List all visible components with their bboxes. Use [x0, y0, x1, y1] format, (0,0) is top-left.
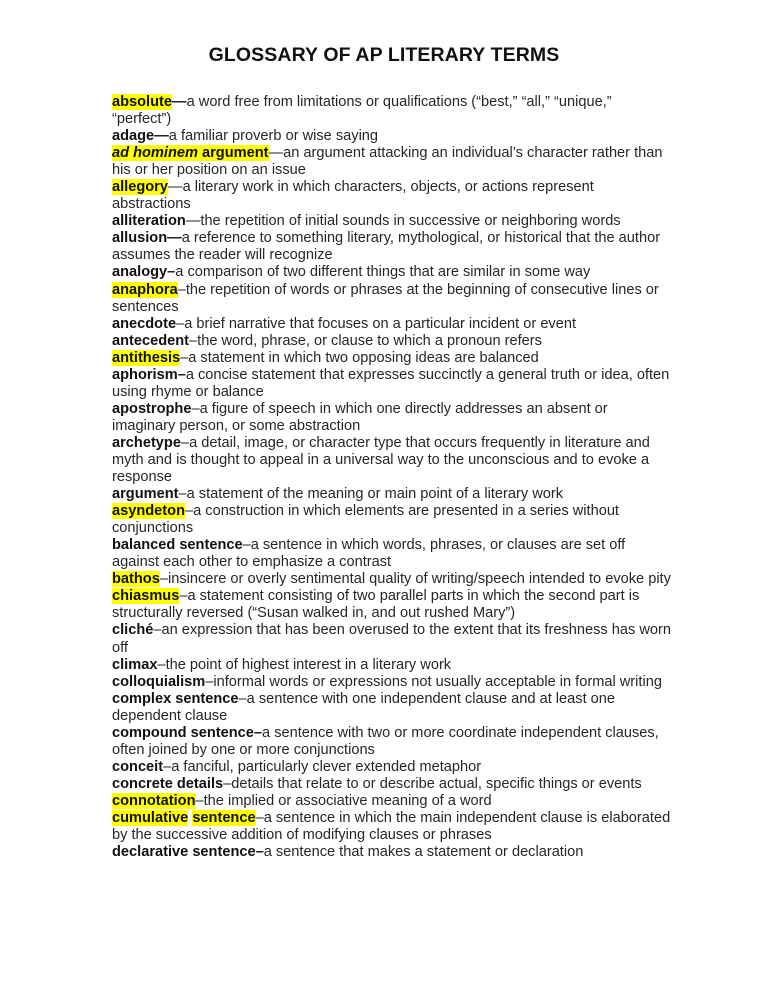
term: bathos	[112, 571, 160, 588]
dash: —	[268, 145, 284, 162]
entry-allusion	[112, 230, 672, 264]
term	[112, 145, 269, 161]
entry-bathos	[112, 571, 672, 588]
term: antecedent	[112, 332, 190, 349]
term: declarative sentence	[112, 844, 256, 861]
term: alliteration	[112, 213, 186, 230]
definition: a statement consisting of two parallel parts in which the second part is structurally reversed (“Susan walked in, and out rushed Mary”)	[112, 588, 640, 622]
term: adage	[112, 128, 155, 145]
term: allegory	[112, 179, 168, 196]
term: anaphora	[112, 281, 178, 298]
entry-declarative-sentence	[112, 844, 672, 861]
entry-cumulative-sentence	[112, 810, 672, 844]
glossary-list	[112, 94, 672, 861]
definition: the implied or associative meaning of a word	[203, 792, 492, 809]
entry-adage	[112, 128, 672, 145]
entry-colloquialism	[112, 674, 672, 691]
term: conceit	[112, 758, 164, 775]
definition: a sentence in which words, phrases, or clauses are set off against each other to emphasize a contrast	[112, 537, 626, 571]
definition: a statement in which two opposing ideas are balanced	[188, 349, 539, 366]
entry-archetype	[112, 435, 672, 486]
entry-climax	[112, 657, 672, 674]
entry-anaphora	[112, 282, 672, 316]
definition: an argument attacking an individual’s character rather than his or her position on an issue	[112, 145, 663, 179]
dash: –	[253, 724, 263, 741]
definition: a comparison of two different things that are similar in some way	[175, 264, 591, 281]
dash: –	[177, 281, 186, 298]
definition: informal words or expressions not usually acceptable in formal writing	[213, 673, 662, 690]
entry-cliche	[112, 622, 672, 656]
dash: –	[179, 588, 188, 605]
entry-complex-sentence	[112, 691, 672, 725]
entry-antithesis	[112, 350, 672, 367]
entry-concrete-details	[112, 776, 672, 793]
entry-absolute	[112, 94, 672, 128]
definition: a detail, image, or character type that occurs frequently in literature and myth and is thought to appeal in a universal way to the unconscious and to evoke a response	[112, 434, 650, 486]
term: absolute	[112, 94, 173, 110]
page-title: GLOSSARY OF AP LITERARY TERMS	[208, 44, 560, 66]
dash: –	[195, 792, 204, 809]
term: climax	[112, 656, 158, 673]
definition: the repetition of words or phrases at the beginning of consecutive lines or sentences	[112, 281, 659, 315]
dash: –	[180, 434, 190, 451]
entry-anecdote	[112, 316, 672, 333]
dash: –	[184, 503, 194, 520]
definition: details that relate to or describe actual, specific things or events	[231, 775, 642, 792]
term: colloquialism	[112, 673, 206, 690]
dash: —	[185, 213, 201, 230]
dash: –	[178, 486, 187, 503]
term: cliché	[112, 622, 154, 639]
definition: the point of highest interest in a literary work	[165, 656, 452, 673]
entry-alliteration	[112, 213, 672, 230]
dash: –	[238, 690, 247, 707]
definition: a familiar proverb or wise saying	[168, 128, 379, 145]
term: allusion	[112, 230, 168, 247]
term: aphorism	[112, 366, 178, 383]
dash: –	[191, 400, 200, 417]
entry-aphorism	[112, 367, 672, 401]
definition: a concise statement that expresses succinctly a general truth or idea, often using rhyme or balance	[112, 366, 670, 400]
term: apostrophe	[112, 400, 192, 417]
definition: the repetition of initial sounds in successive or neighboring words	[200, 213, 621, 230]
term: argument	[112, 486, 179, 503]
dash: –	[223, 775, 232, 792]
definition: a figure of speech in which one directly addresses an absent or imaginary person, or some abstraction	[112, 400, 608, 434]
definition: insincere or overly sentimental quality of writing/speech intended to evoke pity	[167, 571, 671, 588]
dash: —	[172, 94, 187, 110]
entry-conceit	[112, 759, 672, 776]
entry-chiasmus	[112, 588, 672, 622]
term-part1: cumulative	[112, 809, 189, 826]
dash: –	[167, 264, 176, 281]
definition: a word free from limitations or qualifications (“best,” “all,” “unique,” “perfect”)	[112, 94, 612, 128]
dash: –	[180, 349, 189, 366]
term: archetype	[112, 434, 181, 451]
definition: the word, phrase, or clause to which a pronoun refers	[197, 332, 542, 349]
entry-antecedent	[112, 333, 672, 350]
dash: –	[255, 809, 264, 826]
definition: a sentence in which the main independent clause is elaborated by the successive addition of modifying clauses or phrases	[112, 809, 671, 844]
entry-analogy	[112, 264, 672, 281]
dash: –	[159, 571, 168, 588]
entry-balanced-sentence	[112, 537, 672, 571]
dash: –	[205, 673, 214, 690]
entry-compound-sentence	[112, 725, 672, 759]
term: chiasmus	[112, 588, 180, 605]
term: analogy	[112, 264, 168, 281]
definition: a statement of the meaning or main point of a literary work	[186, 486, 564, 503]
entry-connotation	[112, 793, 672, 810]
term: compound sentence	[112, 724, 254, 741]
dash: –	[176, 315, 185, 332]
dash: —	[154, 128, 169, 145]
term: connotation	[112, 792, 196, 809]
dash: –	[242, 537, 251, 554]
entry-allegory	[112, 179, 672, 213]
term-rest: argument	[197, 145, 269, 162]
dash: —	[167, 179, 183, 196]
dash: –	[163, 758, 172, 775]
definition: a sentence that makes a statement or declaration	[263, 844, 584, 861]
entry-asyndeton	[112, 503, 672, 537]
term: concrete details	[112, 775, 224, 792]
definition: a construction in which elements are presented in a series without conjunctions	[112, 503, 619, 537]
entry-argument	[112, 486, 672, 503]
entry-ad-hominem-argument	[112, 145, 672, 179]
term: balanced sentence	[112, 537, 243, 554]
dash: –	[177, 366, 186, 383]
definition: an expression that has been overused to the extent that its freshness has worn off	[112, 622, 671, 656]
entry-apostrophe	[112, 401, 672, 435]
term: anecdote	[112, 315, 177, 332]
definition: a literary work in which characters, objects, or actions represent abstractions	[112, 179, 594, 213]
dash: —	[167, 230, 182, 247]
dash: –	[157, 656, 166, 673]
dash: –	[153, 622, 162, 639]
dash: –	[255, 844, 264, 861]
definition: a sentence with two or more coordinate independent clauses, often joined by one or more conjunctions	[112, 724, 659, 758]
term: asyndeton	[112, 503, 185, 520]
term-part2: sentence	[192, 809, 256, 826]
dash: –	[189, 332, 198, 349]
definition: a reference to something literary, mythological, or historical that the author assumes the reader will recognize	[112, 230, 661, 264]
definition: a sentence with one independent clause and at least one dependent clause	[112, 690, 616, 724]
term-italic: ad hominem	[112, 145, 198, 162]
term: complex sentence	[112, 690, 239, 707]
definition: a brief narrative that focuses on a particular incident or event	[184, 315, 577, 332]
definition: a fanciful, particularly clever extended metaphor	[171, 758, 482, 775]
term: antithesis	[112, 349, 181, 366]
